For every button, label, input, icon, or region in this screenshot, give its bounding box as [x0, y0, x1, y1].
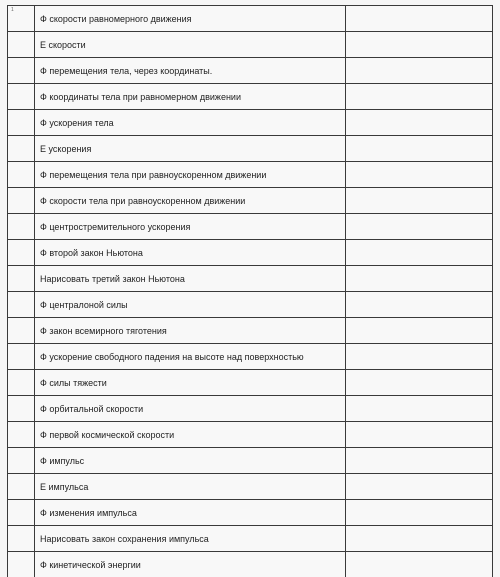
task-cell [35, 188, 346, 214]
table-row [8, 474, 493, 500]
row-number-cell [8, 500, 35, 526]
table-row [8, 344, 493, 370]
answer-cell[interactable] [346, 422, 493, 448]
task-cell [35, 344, 346, 370]
row-number-cell [8, 318, 35, 344]
task-text: Ф изменения импульса [40, 507, 137, 518]
answer-cell[interactable] [346, 84, 493, 110]
row-number-cell [8, 344, 35, 370]
task-text: Ф перемещения тела при равноускоренном движении [40, 169, 267, 180]
task-cell [35, 6, 346, 32]
table-row [8, 84, 493, 110]
table-row [8, 370, 493, 396]
row-number-cell [8, 266, 35, 292]
task-cell [35, 422, 346, 448]
task-text: Ф скорости равномерного движения [40, 13, 192, 24]
answer-cell[interactable] [346, 526, 493, 552]
row-number: 1 [11, 7, 14, 13]
task-text: Ф импульс [40, 455, 85, 466]
task-cell [35, 474, 346, 500]
row-number [8, 318, 34, 320]
row-number [8, 552, 34, 554]
answer-cell[interactable] [346, 110, 493, 136]
answer-cell[interactable] [346, 58, 493, 84]
row-number-cell [8, 6, 35, 32]
answer-cell[interactable] [346, 32, 493, 58]
row-number-cell [8, 422, 35, 448]
table-row [8, 318, 493, 344]
row-number-cell [8, 162, 35, 188]
answer-cell[interactable] [346, 344, 493, 370]
answer-cell[interactable] [346, 370, 493, 396]
task-text: Ф скорости тела при равноускоренном движении [40, 195, 246, 206]
table-row [8, 422, 493, 448]
answer-cell[interactable] [346, 474, 493, 500]
task-cell [35, 370, 346, 396]
row-number [8, 448, 34, 450]
task-text: Ф перемещения тела, через координаты. [40, 65, 213, 76]
row-number [8, 214, 34, 216]
task-cell [35, 240, 346, 266]
row-number [8, 58, 34, 60]
row-number [8, 84, 34, 86]
task-cell [35, 526, 346, 552]
row-number-cell [8, 84, 35, 110]
table-row [8, 448, 493, 474]
answer-cell[interactable] [346, 6, 493, 32]
row-number [8, 396, 34, 398]
task-text: Е импульса [40, 481, 89, 492]
row-number [8, 500, 34, 502]
task-text: Ф центростремительного ускорения [40, 221, 191, 232]
task-cell [35, 84, 346, 110]
answer-cell[interactable] [346, 448, 493, 474]
task-cell [35, 32, 346, 58]
row-number-cell [8, 136, 35, 162]
table-row [8, 58, 493, 84]
row-number-cell [8, 110, 35, 136]
table-row [8, 110, 493, 136]
answer-cell[interactable] [346, 136, 493, 162]
task-text: Е скорости [40, 39, 86, 50]
row-number [8, 110, 34, 112]
row-number [8, 422, 34, 424]
row-number [8, 188, 34, 190]
answer-cell[interactable] [346, 396, 493, 422]
task-cell [35, 396, 346, 422]
row-number [8, 240, 34, 242]
task-cell [35, 266, 346, 292]
table-row [8, 188, 493, 214]
task-text: Ф централоной силы [40, 299, 128, 310]
task-cell [35, 58, 346, 84]
task-cell [35, 162, 346, 188]
formula-table [7, 5, 493, 577]
row-number-cell [8, 448, 35, 474]
task-cell [35, 292, 346, 318]
task-text: Ф ускорения тела [40, 117, 114, 128]
table-body [8, 6, 493, 577]
table-row [8, 552, 493, 577]
answer-cell[interactable] [346, 162, 493, 188]
answer-cell[interactable] [346, 266, 493, 292]
task-text: Ф второй закон Ньютона [40, 247, 143, 258]
task-text: Ф силы тяжести [40, 377, 107, 388]
task-text: Ф координаты тела при равномерном движении [40, 91, 241, 102]
task-text: Ф орбитальной скорости [40, 403, 144, 414]
answer-cell[interactable] [346, 214, 493, 240]
table-row [8, 32, 493, 58]
row-number [8, 136, 34, 138]
row-number-cell [8, 370, 35, 396]
row-number [8, 526, 34, 528]
answer-cell[interactable] [346, 552, 493, 577]
task-cell [35, 318, 346, 344]
answer-cell[interactable] [346, 188, 493, 214]
table-row [8, 526, 493, 552]
table-row [8, 266, 493, 292]
row-number-cell [8, 214, 35, 240]
task-text: Ф ускорение свободного падения на высоте над поверхностью [40, 351, 304, 362]
row-number-cell [8, 396, 35, 422]
table-row [8, 396, 493, 422]
table-row [8, 292, 493, 318]
answer-cell[interactable] [346, 500, 493, 526]
task-cell [35, 500, 346, 526]
row-number-cell [8, 292, 35, 318]
task-text: Е ускорения [40, 143, 92, 154]
task-text: Ф закон всемирного тяготения [40, 325, 167, 336]
row-number-cell [8, 526, 35, 552]
answer-cell[interactable] [346, 292, 493, 318]
row-number-cell [8, 552, 35, 577]
task-cell [35, 136, 346, 162]
table-row [8, 240, 493, 266]
row-number-cell [8, 474, 35, 500]
row-number [8, 266, 34, 268]
row-number-cell [8, 32, 35, 58]
task-cell [35, 552, 346, 577]
table-row [8, 214, 493, 240]
task-cell [35, 448, 346, 474]
row-number-cell [8, 240, 35, 266]
table-row [8, 162, 493, 188]
row-number-cell [8, 188, 35, 214]
table-row [8, 136, 493, 162]
row-number [8, 32, 34, 34]
task-text: Нарисовать третий закон Ньютона [40, 273, 185, 284]
table-row [8, 6, 493, 32]
answer-cell[interactable] [346, 318, 493, 344]
row-number [8, 292, 34, 294]
row-number [8, 344, 34, 346]
table-row [8, 500, 493, 526]
task-text: Ф первой космической скорости [40, 429, 175, 440]
row-number [8, 474, 34, 476]
row-number [8, 162, 34, 164]
row-number-cell [8, 58, 35, 84]
task-cell [35, 214, 346, 240]
row-number [8, 370, 34, 372]
task-text: Ф кинетической энергии [40, 559, 141, 570]
task-text: Нарисовать закон сохранения импульса [40, 533, 209, 544]
task-cell [35, 110, 346, 136]
answer-cell[interactable] [346, 240, 493, 266]
